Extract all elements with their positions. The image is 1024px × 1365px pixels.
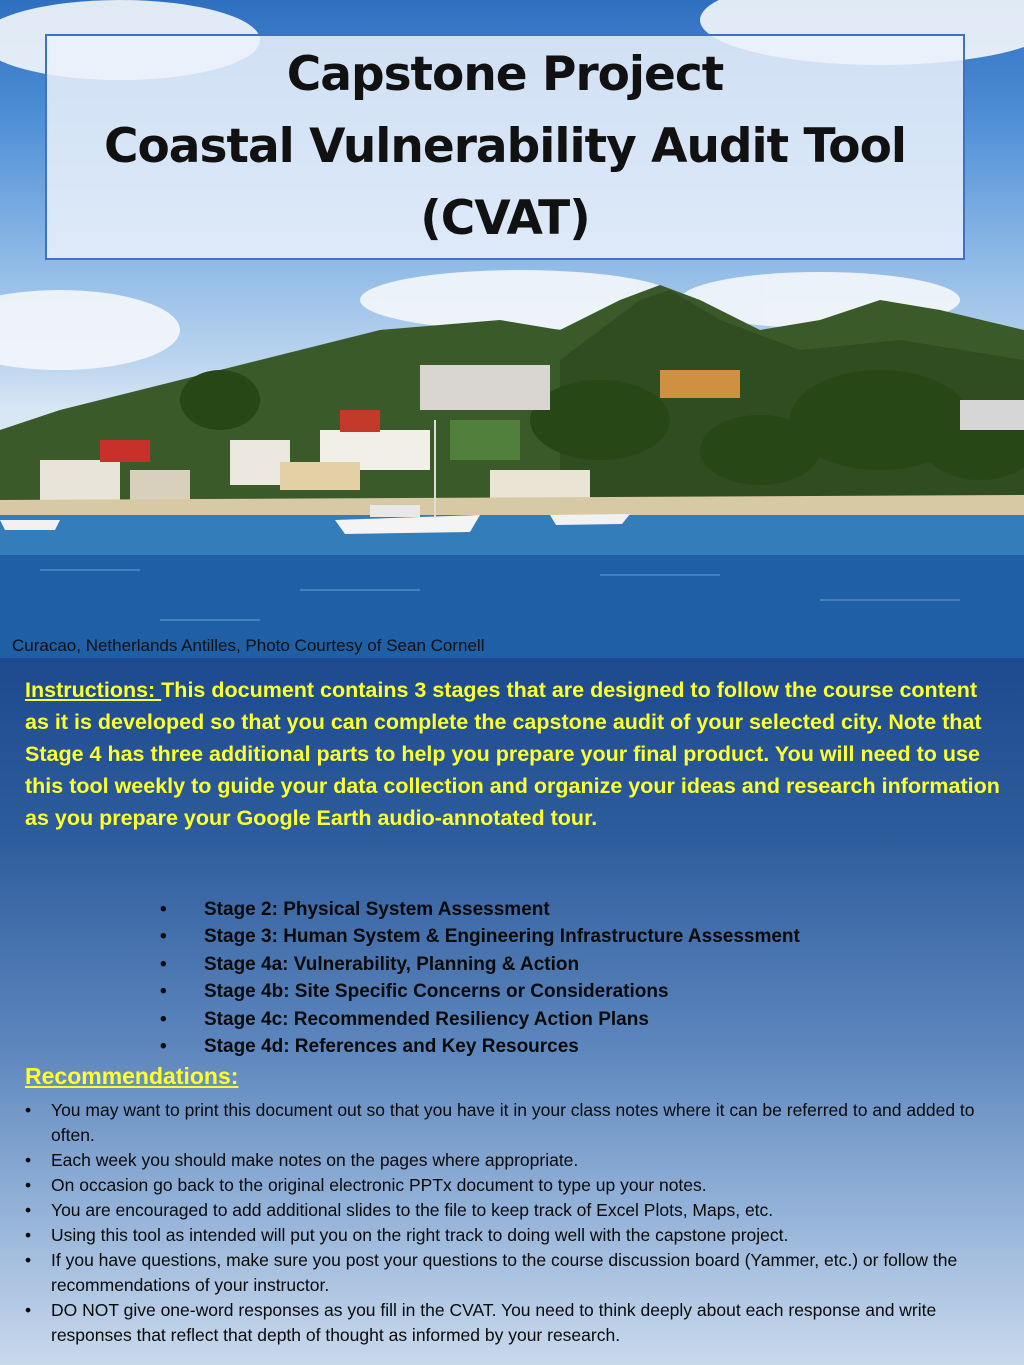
list-item xyxy=(25,1173,985,1198)
list-item xyxy=(25,1298,985,1348)
instructions-label: Instructions: xyxy=(25,678,162,702)
stage-label: Stage 4c: Recommended Resiliency Action Plans xyxy=(204,1008,649,1030)
list-item xyxy=(160,951,800,978)
list-item xyxy=(160,1006,800,1033)
list-item xyxy=(25,1098,985,1148)
title-line-2: Coastal Vulnerability Audit Tool xyxy=(104,119,906,174)
stage-label: Stage 4d: References and Key Resources xyxy=(204,1035,579,1057)
recommendation-text: You may want to print this document out so that you have it in your class notes where it can be referred to and added to often. xyxy=(51,1100,975,1145)
title-line-1: Capstone Project xyxy=(286,47,724,102)
recommendation-text: Each week you should make notes on the pages where appropriate. xyxy=(51,1150,579,1170)
recommendation-text: You are encouraged to add additional slides to the file to keep track of Excel Plots, Maps, etc. xyxy=(51,1200,774,1220)
title-box xyxy=(45,34,965,260)
bullet-icon: • xyxy=(160,1008,167,1030)
recommendation-text: Using this tool as intended will put you on the right track to doing well with the capstone project. xyxy=(51,1225,789,1245)
bullet-icon: • xyxy=(25,1250,32,1270)
list-item xyxy=(25,1223,985,1248)
cover-photo xyxy=(0,0,1024,660)
stage-label: Stage 4a: Vulnerability, Planning & Action xyxy=(204,953,580,975)
instructions-text: This document contains 3 stages that are designed to follow the course content as it is developed so that you can complete the capstone audit of your selected city. Note that Stage 4 has three additional parts to help you prepare your final product. You will need to use this tool weekly to guide your data collection and organize your ideas and research information as you prepare your Google Earth audio-annotated tour. xyxy=(25,678,1000,830)
stage-label: Stage 3: Human System & Engineering Infrastructure Assessment xyxy=(204,926,800,948)
recommendation-text: If you have questions, make sure you post your questions to the course discussion board (Yammer, etc.) or follow the recommendations of your instructor. xyxy=(51,1250,958,1295)
bullet-icon: • xyxy=(160,899,167,920)
bullet-icon: • xyxy=(160,926,167,948)
list-item xyxy=(160,978,800,1005)
recommendations-list xyxy=(25,1098,985,1348)
bullet-icon: • xyxy=(25,1300,32,1320)
list-item xyxy=(25,1148,985,1173)
bullet-icon: • xyxy=(160,981,167,1003)
list-item xyxy=(160,923,800,950)
bullet-icon: • xyxy=(160,1035,167,1057)
stage-label: Stage 4b: Site Specific Concerns or Considerations xyxy=(204,981,669,1003)
bullet-icon: • xyxy=(25,1200,32,1220)
recommendation-text: DO NOT give one-word responses as you fill in the CVAT. You need to think deeply about each response and write responses that reflect that depth of thought as informed by your research. xyxy=(51,1300,937,1345)
title-line-3: (CVAT) xyxy=(420,191,590,246)
bullet-icon: • xyxy=(160,953,167,975)
list-item xyxy=(160,1033,800,1060)
recommendations-heading: Recommendations: xyxy=(25,1063,239,1089)
bullet-icon: • xyxy=(25,1150,32,1170)
list-item xyxy=(25,1198,985,1223)
list-item xyxy=(25,1248,985,1298)
list-item xyxy=(160,896,800,923)
stage-label: Stage 2: Physical System Assessment xyxy=(204,899,550,920)
recommendation-text: On occasion go back to the original electronic PPTx document to type up your notes. xyxy=(51,1175,707,1195)
content-panel xyxy=(0,658,1024,1365)
bullet-icon: • xyxy=(25,1175,32,1195)
instructions-paragraph xyxy=(25,674,1000,834)
bullet-icon: • xyxy=(25,1225,32,1245)
stage-list xyxy=(160,896,800,1060)
photo-caption: Curacao, Netherlands Antilles, Photo Courtesy of Sean Cornell xyxy=(12,636,485,655)
bullet-icon: • xyxy=(25,1100,32,1120)
